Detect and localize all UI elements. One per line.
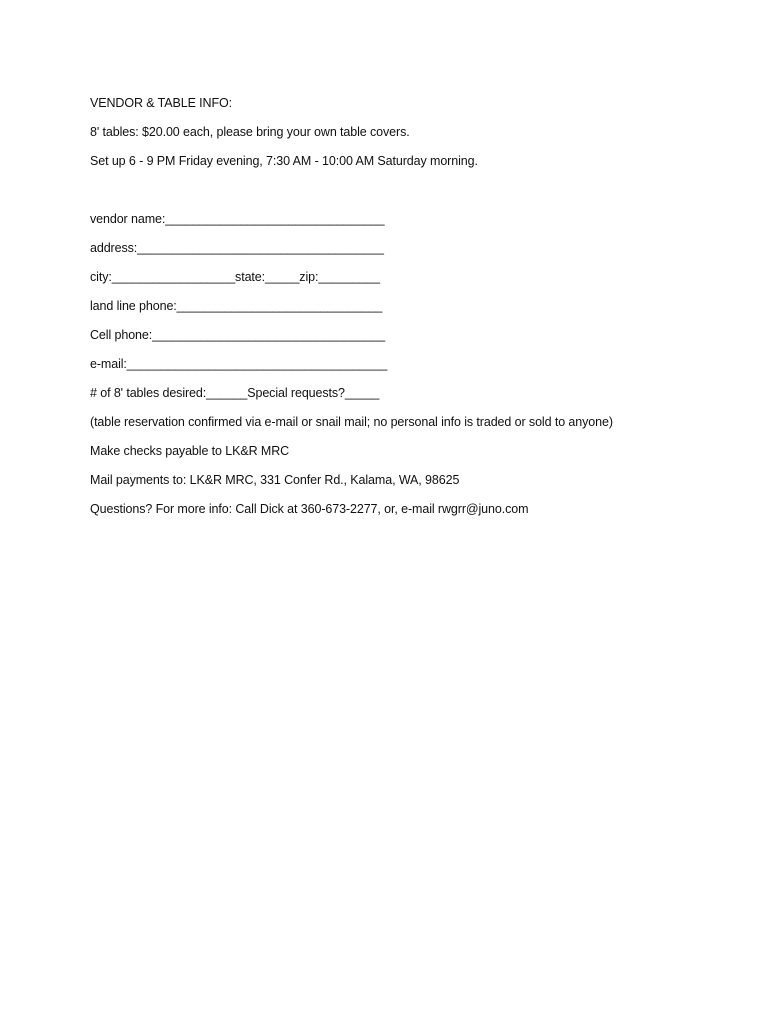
questions-contact-text: Questions? For more info: Call Dick at 360-673-2277, or, e-mail rwgrr@juno.com (90, 502, 529, 516)
tables-pricing-text: 8' tables: $20.00 each, please bring your own table covers. (90, 125, 410, 139)
cell-phone-field: Cell phone:__________________________________ (90, 328, 386, 342)
address-field: address:____________________________________ (90, 241, 384, 255)
setup-times-text: Set up 6 - 9 PM Friday evening, 7:30 AM - 10:00 AM Saturday morning. (90, 154, 478, 168)
mail-payments-text: Mail payments to: LK&R MRC, 331 Confer Rd., Kalama, WA, 98625 (90, 473, 460, 487)
checks-payable-text: Make checks payable to LK&R MRC (90, 444, 290, 458)
city-state-zip-field: city:__________________state:_____zip:_________ (90, 270, 381, 284)
land-line-phone-field: land line phone:______________________________ (90, 299, 383, 313)
vendor-name-field: vendor name:________________________________ (90, 212, 385, 226)
section-heading: VENDOR & TABLE INFO: (90, 96, 233, 110)
confirmation-note: (table reservation confirmed via e-mail or snail mail; no personal info is traded or sold to anyone) (90, 415, 613, 429)
tables-desired-field: # of 8' tables desired:______Special requests?_____ (90, 386, 380, 400)
email-field: e-mail:______________________________________ (90, 357, 388, 371)
